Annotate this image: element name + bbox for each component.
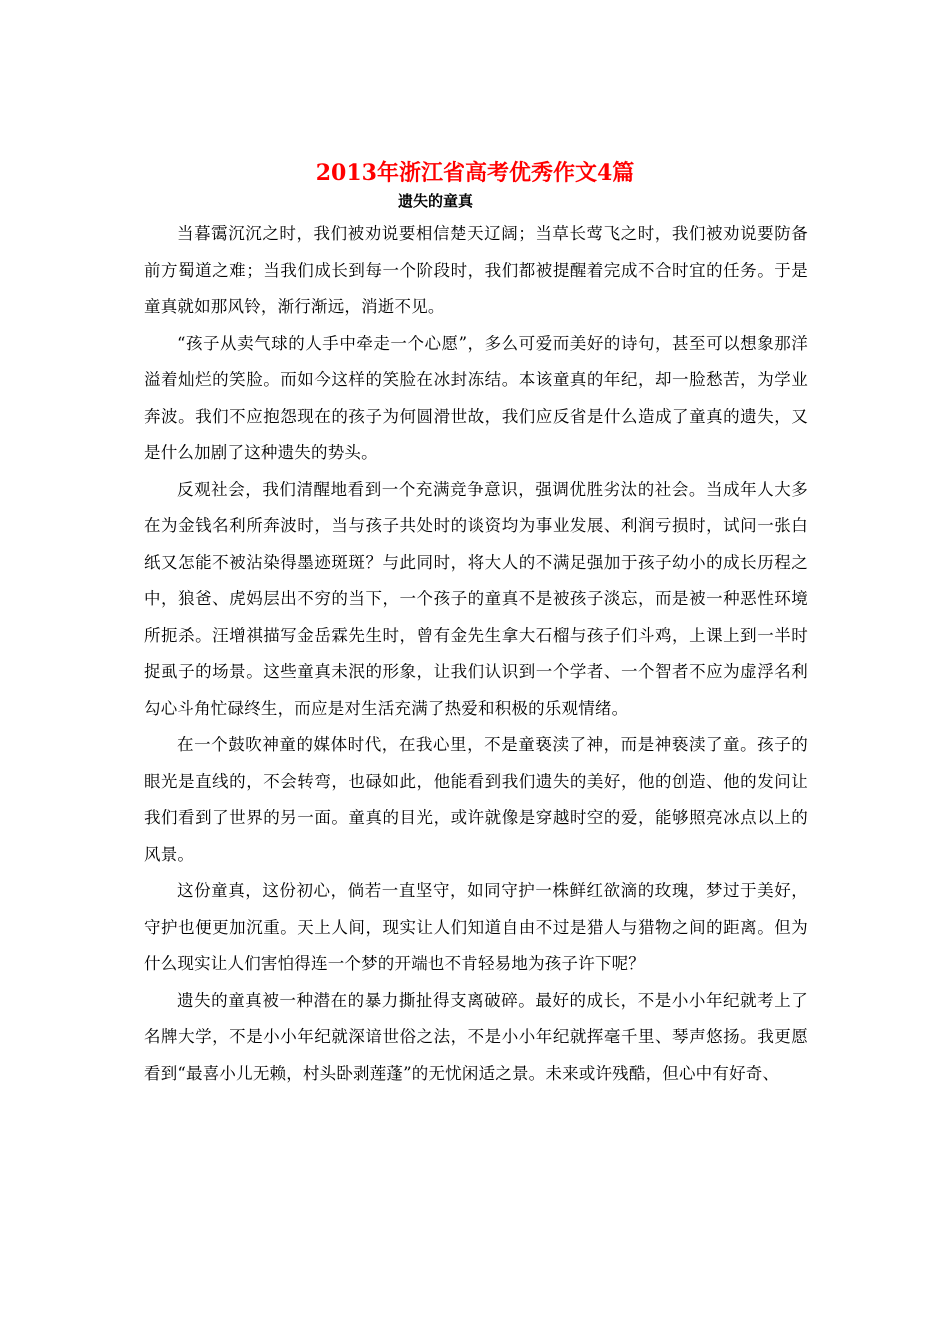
essay-paragraph-2: “孩子从卖气球的人手中牵走一个心愿”，多么可爱而美好的诗句，甚至可以想象那洋溢着灿烂的笑脸。而如今这样的笑脸在冰封冻结。本该童真的年纪，却一脸愁苦，为学业奔波。我们不应抱怨现在的孩子为何圆滑世故，我们应反省是什么造成了童真的遗失，又是什么加剧了这种遗失的势头。: [144, 333, 808, 462]
essay-paragraph-5: 这份童真，这份初心，倘若一直坚守，如同守护一株鲜红欲滴的玫瑰，梦过于美好，守护也便更加沉重。天上人间，现实让人们知道自由不过是猎人与猎物之间的距离。但为什么现实让人们害怕得连一个梦的开端也不肯轻易地为孩子许下呢？: [144, 881, 808, 973]
essay-paragraph-1: 当暮霭沉沉之时，我们被劝说要相信楚天辽阔；当草长莺飞之时，我们被劝说要防备前方蜀道之难；当我们成长到每一个阶段时，我们都被提醒着完成不合时宜的任务。于是童真就如那风铃，渐行渐远，消逝不见。: [144, 224, 808, 316]
document-title: 2013年浙江省高考优秀作文4篇: [315, 160, 635, 186]
essay-heading: 遗失的童真: [398, 192, 474, 210]
essay-paragraph-6: 遗失的童真被一种潜在的暴力撕扯得支离破碎。最好的成长，不是小小年纪就考上了名牌大学，不是小小年纪就深谙世俗之法，不是小小年纪就挥毫千里、琴声悠扬。我更愿看到“最喜小儿无赖，村头卧剥莲蓬”的无忧闲适之景。未来或许残酷，但心中有好奇、: [144, 990, 808, 1083]
essay-paragraph-4: 在一个鼓吹神童的媒体时代，在我心里，不是童亵渎了神，而是神亵渎了童。孩子的眼光是直线的，不会转弯，也碌如此，他能看到我们遗失的美好，他的创造、他的发问让我们看到了世界的另一面。童真的目光，或许就像是穿越时空的爱，能够照亮冰点以上的风景。: [144, 735, 808, 864]
essay-paragraph-3: 反观社会，我们清醒地看到一个充满竞争意识，强调优胜劣汰的社会。当成年人大多在为金钱名利所奔波时，当与孩子共处时的谈资均为事业发展、利润亏损时，试问一张白纸又怎能不被沾染得墨迹斑斑？与此同时，将大人的不满足强加于孩子幼小的成长历程之中，狼爸、虎妈层出不穷的当下，一个孩子的童真不是被孩子淡忘，而是被一种恶性环境所扼杀。汪增祺描写金岳霖先生时，曾有金先生拿大石榴与孩子们斗鸡，上课上到一半时捉虱子的场景。这些童真未泯的形象，让我们认识到一个学者、一个智者不应为虚浮名利勾心斗角忙碌终生，而应是对生活充满了热爱和积极的乐观情绪。: [144, 479, 808, 718]
essay-body: [144, 216, 808, 1092]
